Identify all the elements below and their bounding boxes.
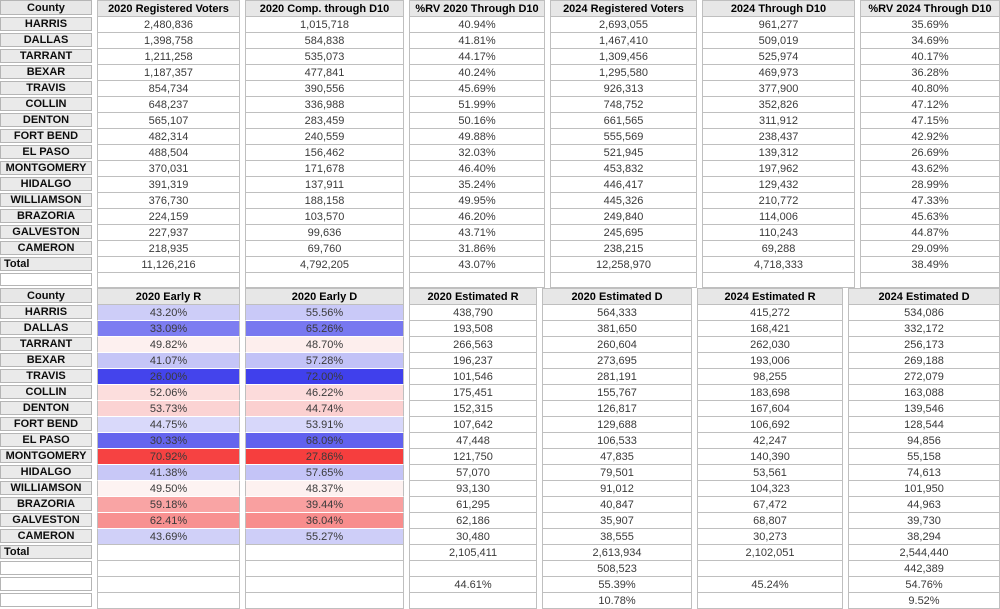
data-cell[interactable]: 525,974 (702, 49, 855, 65)
data-cell[interactable]: 110,243 (702, 225, 855, 241)
data-cell[interactable]: 41.81% (409, 33, 545, 49)
county-cell[interactable]: EL PASO (0, 145, 92, 159)
data-cell[interactable]: 262,030 (697, 337, 843, 353)
column-header[interactable]: 2024 Through D10 (702, 0, 855, 17)
data-cell[interactable]: 2,480,836 (97, 17, 240, 33)
data-cell[interactable]: 47,448 (409, 433, 537, 449)
data-cell[interactable]: 332,172 (848, 321, 1000, 337)
data-cell[interactable]: 53.73% (97, 401, 240, 417)
data-cell[interactable]: 32.03% (409, 145, 545, 161)
data-cell[interactable]: 49.88% (409, 129, 545, 145)
data-cell[interactable]: 477,841 (245, 65, 404, 81)
data-cell[interactable]: 521,945 (550, 145, 697, 161)
data-cell[interactable]: 245,695 (550, 225, 697, 241)
data-cell[interactable]: 43.71% (409, 225, 545, 241)
data-cell[interactable]: 40,847 (542, 497, 692, 513)
data-cell[interactable]: 210,772 (702, 193, 855, 209)
data-cell[interactable]: 44.74% (245, 401, 404, 417)
data-cell[interactable]: 469,973 (702, 65, 855, 81)
summary-cell[interactable]: 54.76% (848, 577, 1000, 593)
data-cell[interactable]: 49.95% (409, 193, 545, 209)
data-cell[interactable]: 311,912 (702, 113, 855, 129)
data-cell[interactable]: 40.24% (409, 65, 545, 81)
data-cell[interactable]: 43.62% (860, 161, 1000, 177)
summary-cell[interactable] (97, 561, 240, 577)
data-cell[interactable]: 163,088 (848, 385, 1000, 401)
data-cell[interactable]: 72.00% (245, 369, 404, 385)
data-column (697, 288, 843, 609)
data-cell[interactable]: 196,237 (409, 353, 537, 369)
spacer-cell[interactable] (702, 273, 855, 288)
data-cell[interactable]: 55.27% (245, 529, 404, 545)
data-cell[interactable]: 69,288 (702, 241, 855, 257)
county-cell[interactable]: DALLAS (0, 33, 92, 47)
data-cell[interactable]: 376,730 (97, 193, 240, 209)
county-cell[interactable]: TARRANT (0, 337, 92, 351)
data-cell[interactable]: 183,698 (697, 385, 843, 401)
county-cell[interactable]: WILLIAMSON (0, 481, 92, 495)
data-cell[interactable]: 249,840 (550, 209, 697, 225)
data-cell[interactable]: 390,556 (245, 81, 404, 97)
data-cell[interactable]: 1,187,357 (97, 65, 240, 81)
data-column (848, 288, 1000, 609)
data-cell[interactable]: 47.33% (860, 193, 1000, 209)
county-cell[interactable]: DENTON (0, 401, 92, 415)
summary-cell[interactable]: 45.24% (697, 577, 843, 593)
data-cell[interactable]: 65.26% (245, 321, 404, 337)
data-cell[interactable]: 69,760 (245, 241, 404, 257)
empty-cell[interactable] (0, 561, 92, 575)
data-cell[interactable]: 45.63% (860, 209, 1000, 225)
data-cell[interactable]: 53,561 (697, 465, 843, 481)
data-cell[interactable]: 197,962 (702, 161, 855, 177)
data-column (542, 288, 692, 609)
data-cell[interactable]: 336,988 (245, 97, 404, 113)
data-cell[interactable]: 227,937 (97, 225, 240, 241)
data-cell[interactable]: 377,900 (702, 81, 855, 97)
summary-cell[interactable]: 55.39% (542, 577, 692, 593)
data-cell[interactable]: 91,012 (542, 481, 692, 497)
data-cell[interactable]: 139,546 (848, 401, 1000, 417)
county-cell[interactable]: MONTGOMERY (0, 449, 92, 463)
data-cell[interactable]: 101,950 (848, 481, 1000, 497)
data-cell[interactable]: 28.99% (860, 177, 1000, 193)
data-cell[interactable]: 283,459 (245, 113, 404, 129)
data-column (245, 0, 404, 288)
data-cell[interactable]: 26.69% (860, 145, 1000, 161)
data-cell[interactable]: 256,173 (848, 337, 1000, 353)
early-vote-estimates-table (0, 288, 1000, 609)
data-cell[interactable]: 488,504 (97, 145, 240, 161)
data-column (860, 0, 1000, 288)
data-cell[interactable]: 46.40% (409, 161, 545, 177)
total-cell[interactable] (97, 545, 240, 561)
total-cell[interactable]: 4,718,333 (702, 257, 855, 273)
data-cell[interactable]: 35.69% (860, 17, 1000, 33)
data-cell[interactable]: 961,277 (702, 17, 855, 33)
data-cell[interactable]: 106,533 (542, 433, 692, 449)
data-cell[interactable]: 30.33% (97, 433, 240, 449)
data-cell[interactable]: 36.04% (245, 513, 404, 529)
data-column (550, 0, 697, 288)
county-column (0, 288, 92, 609)
summary-cell[interactable] (409, 593, 537, 609)
spacer-cell[interactable] (0, 273, 92, 286)
county-cell[interactable]: FORT BEND (0, 417, 92, 431)
data-cell[interactable]: 79,501 (542, 465, 692, 481)
data-cell[interactable]: 51.99% (409, 97, 545, 113)
county-cell[interactable]: DENTON (0, 113, 92, 127)
summary-cell[interactable] (409, 561, 537, 577)
data-cell[interactable]: 26.00% (97, 369, 240, 385)
total-label[interactable]: Total (0, 257, 92, 271)
county-cell[interactable]: GALVESTON (0, 225, 92, 239)
summary-cell[interactable] (97, 577, 240, 593)
data-cell[interactable]: 126,817 (542, 401, 692, 417)
data-cell[interactable]: 1,211,258 (97, 49, 240, 65)
data-cell[interactable]: 48.37% (245, 481, 404, 497)
total-cell[interactable]: 12,258,970 (550, 257, 697, 273)
data-cell[interactable]: 44.75% (97, 417, 240, 433)
data-cell[interactable]: 661,565 (550, 113, 697, 129)
data-cell[interactable]: 269,188 (848, 353, 1000, 369)
data-cell[interactable]: 260,604 (542, 337, 692, 353)
total-cell[interactable]: 2,613,934 (542, 545, 692, 561)
data-cell[interactable]: 139,312 (702, 145, 855, 161)
data-cell[interactable]: 45.69% (409, 81, 545, 97)
data-cell[interactable]: 137,911 (245, 177, 404, 193)
data-cell[interactable]: 156,462 (245, 145, 404, 161)
total-cell[interactable]: 2,105,411 (409, 545, 537, 561)
data-cell[interactable]: 281,191 (542, 369, 692, 385)
data-cell[interactable]: 35.24% (409, 177, 545, 193)
data-cell[interactable]: 36.28% (860, 65, 1000, 81)
county-cell[interactable]: HARRIS (0, 305, 92, 319)
data-cell[interactable]: 53.91% (245, 417, 404, 433)
total-cell[interactable]: 38.49% (860, 257, 1000, 273)
data-cell[interactable]: 99,636 (245, 225, 404, 241)
data-cell[interactable]: 155,767 (542, 385, 692, 401)
data-cell[interactable]: 1,309,456 (550, 49, 697, 65)
spacer-cell[interactable] (409, 273, 545, 288)
spacer-cell[interactable] (97, 273, 240, 288)
data-cell[interactable]: 391,319 (97, 177, 240, 193)
data-cell[interactable]: 43.20% (97, 305, 240, 321)
column-header[interactable]: 2020 Estimated D (542, 288, 692, 305)
data-cell[interactable]: 43.69% (97, 529, 240, 545)
data-cell[interactable]: 167,604 (697, 401, 843, 417)
column-header[interactable]: 2024 Estimated D (848, 288, 1000, 305)
data-cell[interactable]: 171,678 (245, 161, 404, 177)
data-cell[interactable]: 57,070 (409, 465, 537, 481)
data-cell[interactable]: 193,006 (697, 353, 843, 369)
data-cell[interactable]: 61,295 (409, 497, 537, 513)
data-cell[interactable]: 152,315 (409, 401, 537, 417)
data-cell[interactable]: 129,432 (702, 177, 855, 193)
data-cell[interactable]: 74,613 (848, 465, 1000, 481)
data-cell[interactable]: 1,398,758 (97, 33, 240, 49)
data-cell[interactable]: 175,451 (409, 385, 537, 401)
summary-cell[interactable]: 442,389 (848, 561, 1000, 577)
data-cell[interactable]: 854,734 (97, 81, 240, 97)
summary-cell[interactable] (97, 593, 240, 609)
county-cell[interactable]: BRAZORIA (0, 497, 92, 511)
data-column (702, 0, 855, 288)
data-cell[interactable]: 44.87% (860, 225, 1000, 241)
data-cell[interactable]: 101,546 (409, 369, 537, 385)
data-cell[interactable]: 42,247 (697, 433, 843, 449)
data-column (409, 0, 545, 288)
spacer-cell[interactable] (245, 273, 404, 288)
data-cell[interactable]: 453,832 (550, 161, 697, 177)
data-cell[interactable]: 62,186 (409, 513, 537, 529)
data-cell[interactable]: 168,421 (697, 321, 843, 337)
data-cell[interactable]: 29.09% (860, 241, 1000, 257)
county-cell[interactable]: EL PASO (0, 433, 92, 447)
data-cell[interactable]: 41.07% (97, 353, 240, 369)
data-cell[interactable]: 52.06% (97, 385, 240, 401)
data-cell[interactable]: 535,073 (245, 49, 404, 65)
county-cell[interactable]: BEXAR (0, 65, 92, 79)
column-header[interactable]: County (0, 0, 92, 15)
county-cell[interactable]: GALVESTON (0, 513, 92, 527)
data-cell[interactable]: 121,750 (409, 449, 537, 465)
data-cell[interactable]: 93,130 (409, 481, 537, 497)
data-cell[interactable]: 104,323 (697, 481, 843, 497)
data-cell[interactable]: 482,314 (97, 129, 240, 145)
data-cell[interactable]: 415,272 (697, 305, 843, 321)
data-cell[interactable]: 30,273 (697, 529, 843, 545)
total-cell[interactable]: 2,544,440 (848, 545, 1000, 561)
data-cell[interactable]: 42.92% (860, 129, 1000, 145)
column-header[interactable]: 2024 Registered Voters (550, 0, 697, 17)
data-cell[interactable]: 272,079 (848, 369, 1000, 385)
spacer-cell[interactable] (860, 273, 1000, 288)
data-cell[interactable]: 240,559 (245, 129, 404, 145)
total-cell[interactable]: 11,126,216 (97, 257, 240, 273)
data-cell[interactable]: 57.28% (245, 353, 404, 369)
county-cell[interactable]: CAMERON (0, 529, 92, 543)
data-cell[interactable]: 34.69% (860, 33, 1000, 49)
data-cell[interactable]: 509,019 (702, 33, 855, 49)
data-cell[interactable]: 62.41% (97, 513, 240, 529)
county-cell[interactable]: TRAVIS (0, 81, 92, 95)
data-cell[interactable]: 39.44% (245, 497, 404, 513)
county-cell[interactable]: DALLAS (0, 321, 92, 335)
data-cell[interactable]: 31.86% (409, 241, 545, 257)
data-cell[interactable]: 140,390 (697, 449, 843, 465)
data-cell[interactable]: 114,006 (702, 209, 855, 225)
data-cell[interactable]: 446,417 (550, 177, 697, 193)
data-cell[interactable]: 266,563 (409, 337, 537, 353)
county-cell[interactable]: WILLIAMSON (0, 193, 92, 207)
data-cell[interactable]: 59.18% (97, 497, 240, 513)
data-cell[interactable]: 926,313 (550, 81, 697, 97)
registration-table (0, 0, 1000, 288)
data-cell[interactable]: 445,326 (550, 193, 697, 209)
data-column (97, 0, 240, 288)
data-cell[interactable]: 273,695 (542, 353, 692, 369)
county-cell[interactable]: FORT BEND (0, 129, 92, 143)
data-cell[interactable]: 534,086 (848, 305, 1000, 321)
data-cell[interactable]: 44,963 (848, 497, 1000, 513)
data-cell[interactable]: 35,907 (542, 513, 692, 529)
county-cell[interactable]: COLLIN (0, 385, 92, 399)
data-cell[interactable]: 46.20% (409, 209, 545, 225)
data-cell[interactable]: 224,159 (97, 209, 240, 225)
data-cell[interactable]: 98,255 (697, 369, 843, 385)
county-cell[interactable]: TRAVIS (0, 369, 92, 383)
summary-cell[interactable]: 508,523 (542, 561, 692, 577)
data-cell[interactable]: 47.15% (860, 113, 1000, 129)
county-cell[interactable]: BRAZORIA (0, 209, 92, 223)
data-cell[interactable]: 68,807 (697, 513, 843, 529)
data-cell[interactable]: 68.09% (245, 433, 404, 449)
data-cell[interactable]: 438,790 (409, 305, 537, 321)
summary-cell[interactable] (245, 577, 404, 593)
summary-cell[interactable] (697, 561, 843, 577)
summary-cell[interactable]: 44.61% (409, 577, 537, 593)
column-header[interactable]: %RV 2020 Through D10 (409, 0, 545, 17)
data-cell[interactable]: 129,688 (542, 417, 692, 433)
data-cell[interactable]: 584,838 (245, 33, 404, 49)
data-cell[interactable]: 188,158 (245, 193, 404, 209)
data-cell[interactable]: 106,692 (697, 417, 843, 433)
county-cell[interactable]: BEXAR (0, 353, 92, 367)
county-cell[interactable]: HIDALGO (0, 177, 92, 191)
column-header[interactable]: 2020 Early D (245, 288, 404, 305)
summary-cell[interactable]: 10.78% (542, 593, 692, 609)
data-cell[interactable]: 565,107 (97, 113, 240, 129)
data-cell[interactable]: 238,215 (550, 241, 697, 257)
spacer-cell[interactable] (550, 273, 697, 288)
column-header[interactable]: 2020 Comp. through D10 (245, 0, 404, 17)
total-cell[interactable]: 4,792,205 (245, 257, 404, 273)
data-cell[interactable]: 44.17% (409, 49, 545, 65)
data-cell[interactable]: 218,935 (97, 241, 240, 257)
data-cell[interactable]: 1,015,718 (245, 17, 404, 33)
data-cell[interactable]: 48.70% (245, 337, 404, 353)
data-cell[interactable]: 41.38% (97, 465, 240, 481)
data-cell[interactable]: 648,237 (97, 97, 240, 113)
data-cell[interactable]: 107,642 (409, 417, 537, 433)
data-cell[interactable]: 67,472 (697, 497, 843, 513)
data-cell[interactable]: 94,856 (848, 433, 1000, 449)
total-cell[interactable] (245, 545, 404, 561)
empty-cell[interactable] (0, 577, 92, 591)
data-cell[interactable]: 55.56% (245, 305, 404, 321)
column-header[interactable]: County (0, 288, 92, 303)
county-cell[interactable]: HARRIS (0, 17, 92, 31)
data-cell[interactable]: 193,508 (409, 321, 537, 337)
data-cell[interactable]: 1,467,410 (550, 33, 697, 49)
summary-cell[interactable]: 9.52% (848, 593, 1000, 609)
data-cell[interactable]: 30,480 (409, 529, 537, 545)
county-cell[interactable]: COLLIN (0, 97, 92, 111)
column-header[interactable]: 2020 Registered Voters (97, 0, 240, 17)
summary-cell[interactable] (697, 593, 843, 609)
data-cell[interactable]: 55,158 (848, 449, 1000, 465)
data-cell[interactable]: 38,294 (848, 529, 1000, 545)
column-header[interactable]: %RV 2024 Through D10 (860, 0, 1000, 17)
data-cell[interactable]: 40.94% (409, 17, 545, 33)
column-header[interactable]: 2024 Estimated R (697, 288, 843, 305)
data-column (245, 288, 404, 609)
county-cell[interactable]: MONTGOMERY (0, 161, 92, 175)
data-cell[interactable]: 50.16% (409, 113, 545, 129)
data-cell[interactable]: 39,730 (848, 513, 1000, 529)
data-cell[interactable]: 103,570 (245, 209, 404, 225)
data-cell[interactable]: 748,752 (550, 97, 697, 113)
column-header[interactable]: 2020 Estimated R (409, 288, 537, 305)
county-cell[interactable]: TARRANT (0, 49, 92, 63)
data-cell[interactable]: 38,555 (542, 529, 692, 545)
data-cell[interactable]: 33.09% (97, 321, 240, 337)
total-cell[interactable]: 43.07% (409, 257, 545, 273)
data-column (409, 288, 537, 609)
total-cell[interactable]: 2,102,051 (697, 545, 843, 561)
data-cell[interactable]: 352,826 (702, 97, 855, 113)
total-label[interactable]: Total (0, 545, 92, 559)
county-cell[interactable]: HIDALGO (0, 465, 92, 479)
summary-cell[interactable] (245, 593, 404, 609)
data-column (97, 288, 240, 609)
data-cell[interactable]: 128,544 (848, 417, 1000, 433)
data-cell[interactable]: 46.22% (245, 385, 404, 401)
data-cell[interactable]: 564,333 (542, 305, 692, 321)
data-cell[interactable]: 381,650 (542, 321, 692, 337)
county-column (0, 0, 92, 288)
data-cell[interactable]: 47.12% (860, 97, 1000, 113)
column-header[interactable]: 2020 Early R (97, 288, 240, 305)
summary-cell[interactable] (245, 561, 404, 577)
data-cell[interactable]: 555,569 (550, 129, 697, 145)
data-cell[interactable]: 2,693,055 (550, 17, 697, 33)
data-cell[interactable]: 49.82% (97, 337, 240, 353)
county-cell[interactable]: CAMERON (0, 241, 92, 255)
data-cell[interactable]: 370,031 (97, 161, 240, 177)
data-cell[interactable]: 57.65% (245, 465, 404, 481)
data-cell[interactable]: 70.92% (97, 449, 240, 465)
data-cell[interactable]: 1,295,580 (550, 65, 697, 81)
empty-cell[interactable] (0, 593, 92, 607)
data-cell[interactable]: 40.17% (860, 49, 1000, 65)
data-cell[interactable]: 40.80% (860, 81, 1000, 97)
data-cell[interactable]: 27.86% (245, 449, 404, 465)
data-cell[interactable]: 47,835 (542, 449, 692, 465)
data-cell[interactable]: 238,437 (702, 129, 855, 145)
data-cell[interactable]: 49.50% (97, 481, 240, 497)
